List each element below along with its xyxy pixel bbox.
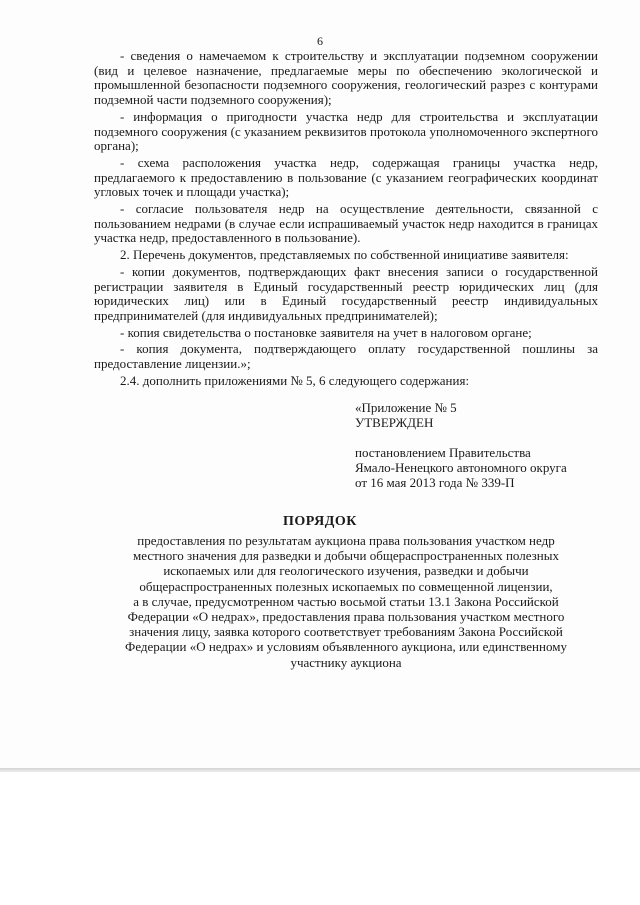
subtitle-line: ископаемых или для геологического изучения, разведки и добычи xyxy=(163,563,529,579)
subtitle-line: Федерации «О недрах» и условиям объявленного аукциона, или единственному xyxy=(125,639,567,655)
subtitle-line: общераспространенных полезных ископаемых по совмещенной лицензии, xyxy=(139,578,553,594)
paragraph: 2. Перечень документов, представляемых по собственной инициативе заявителя: xyxy=(120,247,569,263)
approval-line: от 16 мая 2013 года № 339-П xyxy=(355,475,515,490)
subtitle-line: местного значения для разведки и добычи общераспространенных полезных xyxy=(133,548,559,564)
approval-line: Ямало-Ненецкого автономного округа xyxy=(355,460,567,475)
paragraph: - сведения о намечаемом к строительству и эксплуатации подземном сооружении (вид и целевое назначение, предлагаемые меры по обеспечению экологической и промышленной безопасности подземного сооружения, геологический разрез с контурами подземной части подземного сооружения); xyxy=(94,48,598,108)
document-body xyxy=(94,49,598,388)
sheet-edge xyxy=(0,768,640,772)
appendix-label: «Приложение № 5 xyxy=(355,400,457,415)
subtitle-line: предоставления по результатам аукциона права пользования участком недр xyxy=(137,533,555,548)
spacer xyxy=(355,430,615,445)
subtitle-line: значения лицу, заявка которого соответствует требованиям Закона Российской xyxy=(129,624,563,640)
document-subtitle xyxy=(94,533,598,670)
paragraph: - копия документа, подтверждающего оплату государственной пошлины за предоставление лицензии.»; xyxy=(94,341,598,372)
subtitle-line: Федерации «О недрах», предоставления права пользования участком местного xyxy=(127,609,565,625)
paragraph: 2.4. дополнить приложениями № 5, 6 следующего содержания: xyxy=(120,372,470,388)
subtitle-line: участнику аукциона xyxy=(290,654,402,670)
subtitle-line: а в случае, предусмотренном частью восьмой статьи 13.1 Закона Российской xyxy=(133,593,559,609)
paragraph: - копия свидетельства о постановке заявителя на учет в налоговом органе; xyxy=(120,324,532,340)
page-number: 6 xyxy=(317,34,323,48)
approved-label: УТВЕРЖДЕН xyxy=(355,415,434,430)
paragraph: - схема расположения участка недр, содержащая границы участка недр, предлагаемого к предоставлению в пользование (с указанием географических координат угловых точек и площади участка); xyxy=(94,154,598,200)
document-heading: ПОРЯДОК xyxy=(283,514,357,529)
approval-line: постановлением Правительства xyxy=(355,445,531,460)
approval-block xyxy=(355,400,615,490)
paragraph: - информация о пригодности участка недр для строительства и эксплуатации подземного сооружения (с указанием реквизитов протокола уполномоченного экспертного органа); xyxy=(94,108,598,154)
paragraph: - согласие пользователя недр на осуществление деятельности, связанной с пользованием недрами (в случае если испрашиваемый участок недр находится в границах участка недр, предоставленного в пользование). xyxy=(94,201,598,246)
paragraph: - копии документов, подтверждающих факт внесения записи о государственной регистрации заявителя в Единый государственный реестр юридических лиц (для юридических лиц) или в Единый государственный реестр индивидуальных предпринимателей (для индивидуальных предпринимателей); xyxy=(94,263,598,323)
